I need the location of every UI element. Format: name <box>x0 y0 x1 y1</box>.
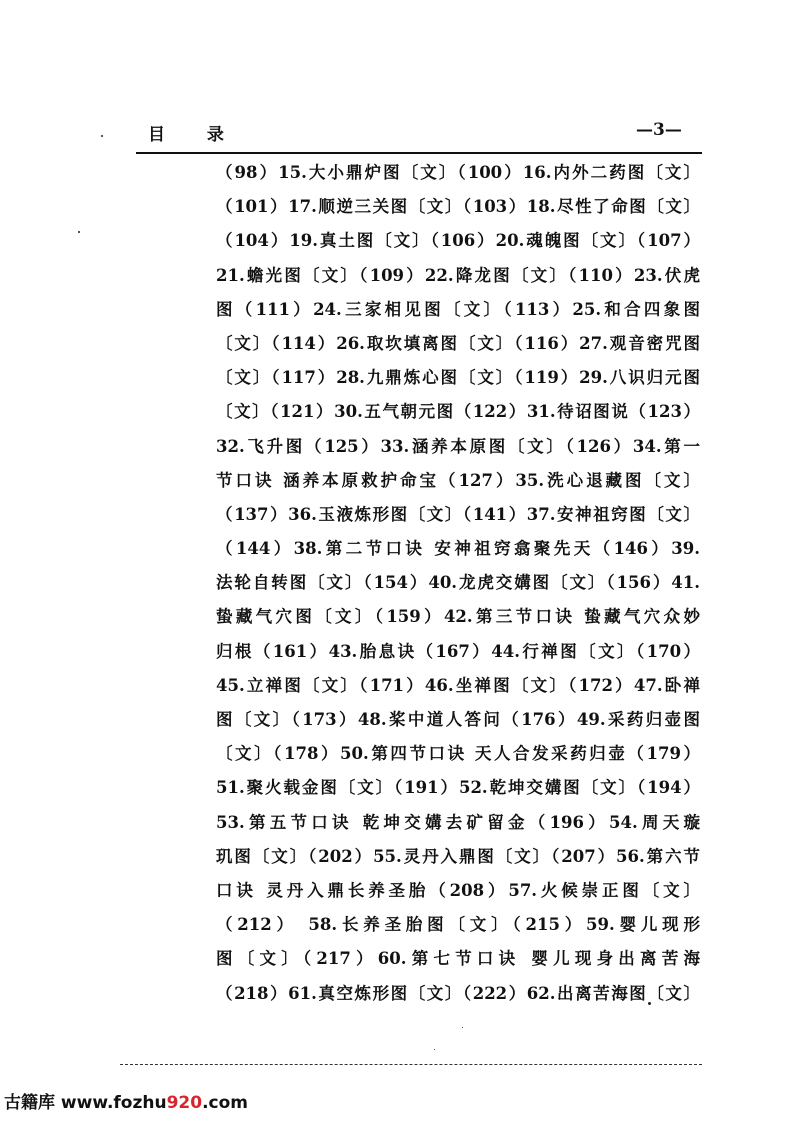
toc-line: 51.聚火载金图〔文〕（191）52.乾坤交媾图〔文〕（194） <box>216 778 700 798</box>
toc-line: 法轮自转图〔文〕（154）40.龙虎交媾图〔文〕（156）41. <box>216 573 700 593</box>
page-number: —3— <box>636 120 682 140</box>
toc-line: （104）19.真土图〔文〕（106）20.魂魄图〔文〕（107） <box>216 231 700 251</box>
toc-line: 〔文〕（121）30.五气朝元图（122）31.待诏图说（123） <box>216 402 700 422</box>
toc-line: 32.飞升图（125）33.涵养本原图〔文〕（126）34.第一 <box>216 436 700 456</box>
toc-line: 口诀 灵丹入鼎长养圣胎（208）57.火候崇正图〔文〕 <box>216 880 700 900</box>
toc-line: （98）15.大小鼎炉图〔文〕（100）16.内外二药图〔文〕 <box>216 163 700 182</box>
toc-list <box>216 156 700 1011</box>
watermark-number: 920 <box>166 1093 203 1113</box>
toc-line: （101）17.顺逆三关图〔文〕（103）18.尽性了命图〔文〕 <box>216 197 700 217</box>
scan-speck <box>101 135 103 137</box>
toc-line: 〔文〕（178）50.第四节口诀 天人合发采药归壶（179） <box>216 744 700 764</box>
toc-line: 图〔文〕（173）48.桨中道人答问（176）49.采药归壶图 <box>216 710 700 729</box>
toc-line: 〔文〕（114）26.取坎填离图〔文〕（116）27.观音密咒图 <box>216 333 700 353</box>
toc-line: 图〔文〕（217）60.第七节口诀 婴儿现身出离苦海 <box>216 949 700 969</box>
toc-line: （137）36.玉液炼形图〔文〕（141）37.安神祖窍图〔文〕 <box>216 504 700 524</box>
site-watermark <box>4 1088 248 1113</box>
toc-line: 节口诀 涵养本原救护命宝（127）35.洗心退藏图〔文〕 <box>216 470 700 490</box>
scan-speck <box>648 1002 651 1005</box>
toc-line: 21.蟾光图〔文〕（109）22.降龙图〔文〕（110）23.伏虎 <box>216 265 700 285</box>
watermark-prefix: 古籍库 www.fozhu <box>4 1093 167 1113</box>
scan-speck <box>78 231 80 233</box>
running-header-title: 目 录 <box>148 125 242 145</box>
footer-rule <box>120 1064 702 1065</box>
scan-speck <box>462 1027 463 1028</box>
toc-line: 图（111）24.三家相见图〔文〕（113）25.和合四象图 <box>216 299 700 319</box>
toc-line: （144）38.第二节口诀 安神祖窍翕聚先天（146）39. <box>216 539 700 559</box>
toc-line: （212） 58.长养圣胎图〔文〕（215）59.婴儿现形 <box>216 915 700 935</box>
watermark-suffix: .com <box>202 1093 249 1113</box>
header-rule <box>136 152 702 154</box>
toc-line: 玑图〔文〕（202）55.灵丹入鼎图〔文〕（207）56.第六节 <box>216 846 700 866</box>
scan-speck <box>434 1049 435 1050</box>
toc-line: 归根（161）43.胎息诀（167）44.行禅图〔文〕（170） <box>216 641 700 661</box>
toc-line: 蛰藏气穴图〔文〕（159）42.第三节口诀 蛰藏气穴众妙 <box>216 607 700 627</box>
toc-line: 〔文〕（117）28.九鼎炼心图〔文〕（119）29.八识归元图 <box>216 368 700 388</box>
toc-line: 45.立禅图〔文〕（171）46.坐禅图〔文〕（172）47.卧禅 <box>216 675 700 695</box>
toc-line: 53.第五节口诀 乾坤交媾去矿留金（196）54.周天璇 <box>216 812 700 832</box>
toc-line: （218）61.真空炼形图〔文〕（222）62.出离苦海图〔文〕 <box>216 983 700 1003</box>
